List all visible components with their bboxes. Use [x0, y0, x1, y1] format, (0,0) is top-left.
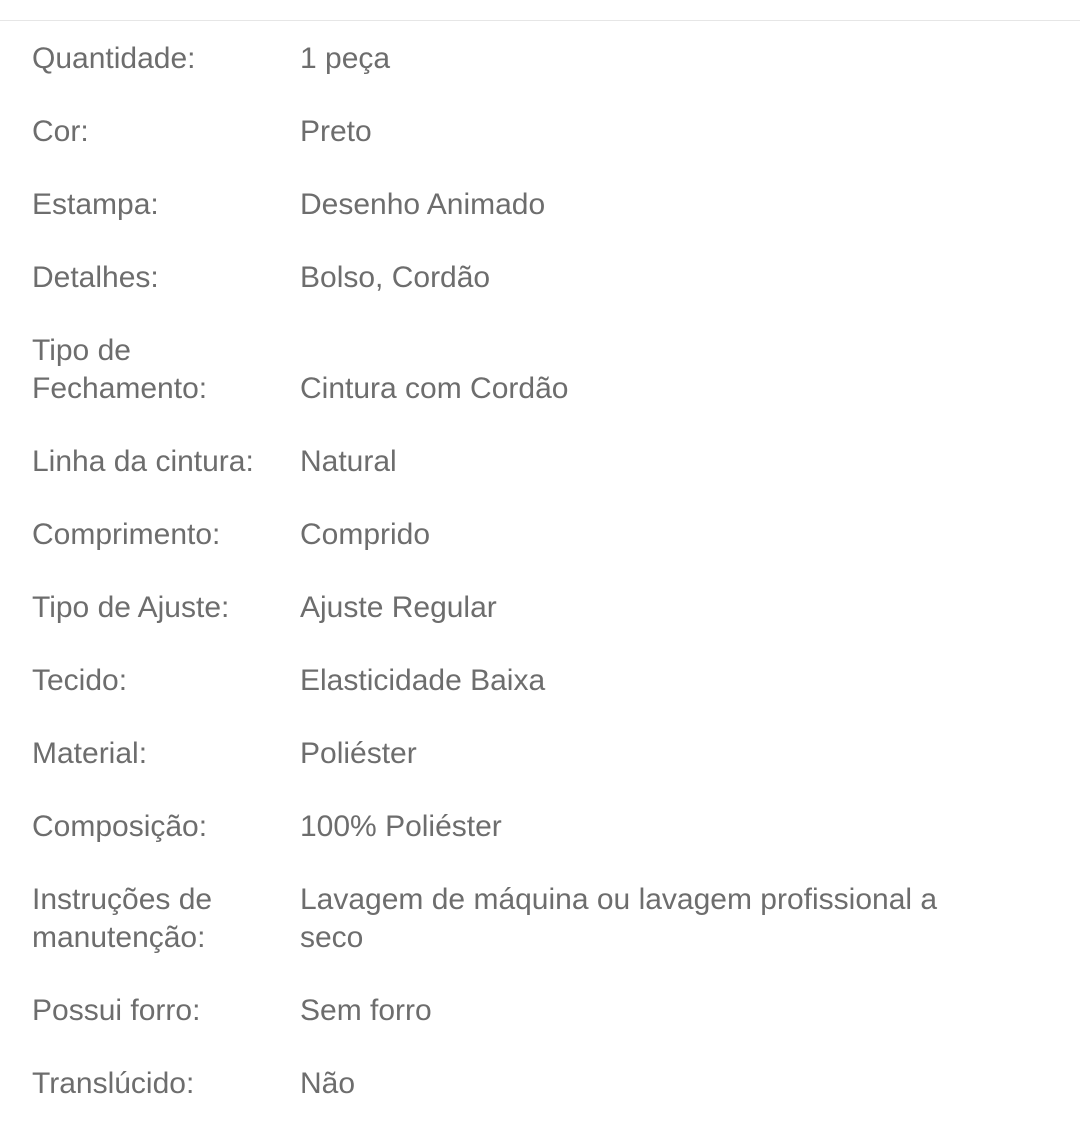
spec-label: Tipo de Ajuste:: [32, 591, 230, 624]
spec-label: Translúcido:: [32, 1067, 195, 1100]
spec-row-quantidade: [0, 40, 1080, 78]
spec-label: Estampa:: [32, 188, 159, 221]
spec-row-instrucoes-de-manutencao: [0, 881, 1080, 957]
spec-value: 100% Poliéster: [300, 810, 502, 843]
spec-row-tipo-de-fechamento: [0, 332, 1080, 408]
spec-row-comprimento: [0, 516, 1080, 554]
spec-label: Detalhes:: [32, 261, 159, 294]
spec-value: Elasticidade Baixa: [300, 664, 546, 697]
spec-row-cor: [0, 113, 1080, 151]
spec-label: Possui forro:: [32, 994, 201, 1027]
spec-value: Sem forro: [300, 994, 432, 1027]
spec-row-linha-da-cintura: [0, 443, 1080, 481]
product-specifications-list: [0, 40, 1080, 1138]
spec-value: 1 peça: [300, 42, 391, 75]
spec-row-detalhes: [0, 259, 1080, 297]
spec-row-estampa: [0, 186, 1080, 224]
spec-label: Instruções de manutenção:: [32, 883, 213, 954]
spec-value: Ajuste Regular: [300, 591, 497, 624]
spec-value: Cintura com Cordão: [300, 372, 569, 405]
spec-label: Tecido:: [32, 664, 128, 697]
spec-value: Poliéster: [300, 737, 417, 770]
spec-value: Desenho Animado: [300, 188, 546, 221]
spec-value: Bolso, Cordão: [300, 261, 491, 294]
spec-label: Linha da cintura:: [32, 445, 254, 478]
spec-value: Não: [300, 1067, 356, 1100]
spec-label: Quantidade:: [32, 42, 196, 75]
spec-value: Comprido: [300, 518, 431, 551]
spec-row-tipo-de-ajuste: [0, 589, 1080, 627]
spec-row-composicao: [0, 808, 1080, 846]
spec-value: Natural: [300, 445, 397, 478]
spec-row-translucido: [0, 1065, 1080, 1103]
spec-label: Comprimento:: [32, 518, 221, 551]
spec-row-material: [0, 735, 1080, 773]
spec-row-tecido: [0, 662, 1080, 700]
spec-label: Material:: [32, 737, 148, 770]
spec-label: Tipo de Fechamento:: [32, 334, 208, 405]
spec-label: Composição:: [32, 810, 208, 843]
spec-row-possui-forro: [0, 992, 1080, 1030]
top-divider: [0, 20, 1080, 21]
spec-value: Preto: [300, 115, 372, 148]
spec-value: Lavagem de máquina ou lavagem profissional a seco: [300, 883, 938, 954]
spec-label: Cor:: [32, 115, 89, 148]
